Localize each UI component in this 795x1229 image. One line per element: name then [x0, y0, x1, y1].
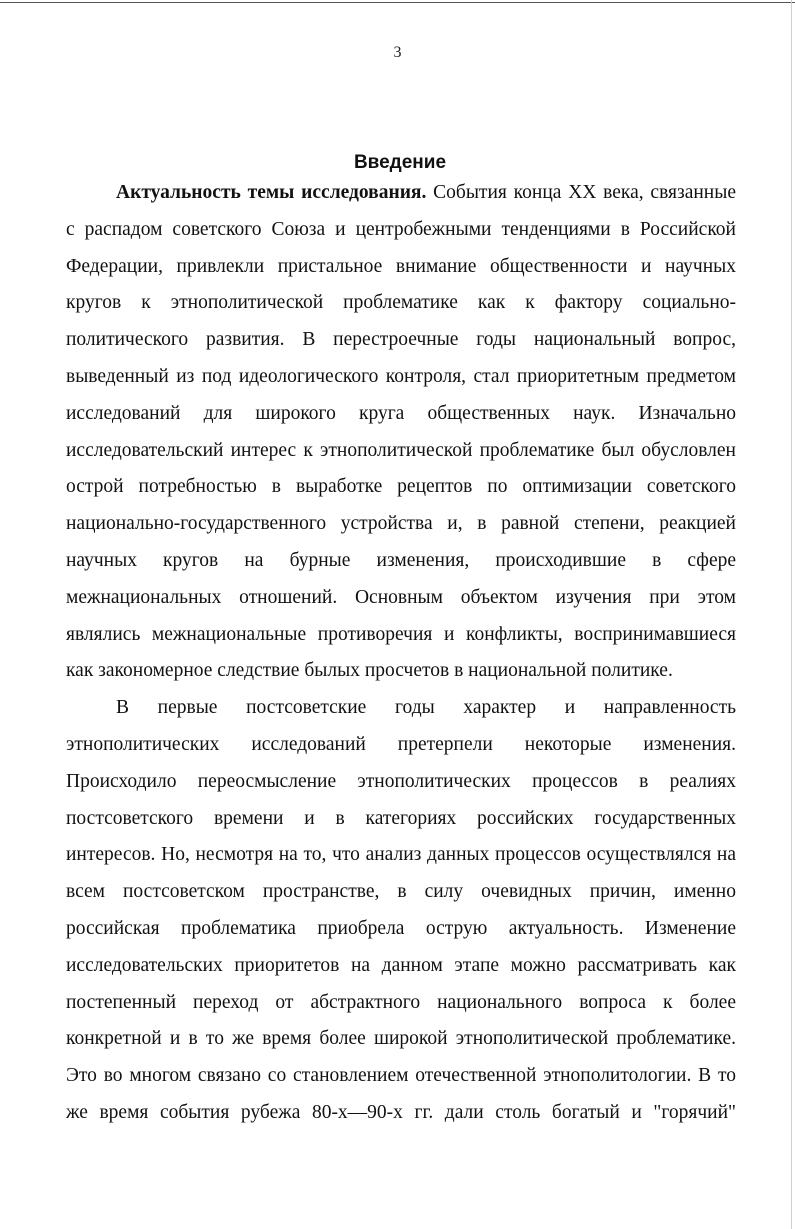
paragraph-2-line-8: исследовательских приоритетов на данном этапе можно рассматривать как	[66, 954, 736, 976]
paragraph-1-line-7: исследований для широкого круга общественных наук. Изначально	[66, 402, 736, 424]
section-heading: Введение	[353, 152, 447, 173]
paragraph-1-line-4: кругов к этнополитической проблематике как к фактору социально-	[66, 292, 736, 314]
page-number: 3	[393, 44, 402, 61]
paragraph-1-line-14: как закономерное следствие былых просчетов в национальной политике.	[66, 660, 673, 682]
paragraph-1-line-9: острой потребностью в выработке рецептов по оптимизации советского	[66, 476, 736, 498]
paragraph-2-line-11: Это во многом связано со становлением отечественной этнополитологии. В то	[66, 1065, 736, 1087]
paragraph-2-line-4: постсоветского времени и в категориях российских государственных	[66, 807, 736, 829]
paragraph-1-line-8: исследовательский интерес к этнополитической проблематике был обусловлен	[66, 439, 736, 461]
body-text	[66, 175, 736, 1132]
paragraph-1-line-6: выведенный из под идеологического контроля, стал приоритетным предметом	[66, 365, 736, 387]
paragraph-2-line-9: постепенный переход от абстрактного национального вопроса к более	[66, 991, 736, 1013]
paragraph-1-line-5: политического развития. В перестроечные годы национальный вопрос,	[66, 329, 736, 351]
paragraph-2-line-3: Происходило переосмысление этнополитических процессов в реалиях	[66, 770, 736, 792]
paragraph-1-line-13: являлись межнациональные противоречия и конфликты, воспринимавшиеся	[66, 623, 736, 645]
paragraph-2-line-5: интересов. Но, несмотря на то, что анализ данных процессов осуществлялся на	[66, 844, 736, 866]
paragraph-1-line-10: национально-государственного устройства и, в равной степени, реакцией	[66, 513, 736, 535]
paragraph-2-line-10: конкретной и в то же время более широкой этнополитической проблематике.	[66, 1028, 736, 1050]
scan-top-rule	[0, 2, 795, 3]
paragraph-2-line-1: В первые постсоветские годы характер и направленность	[116, 697, 736, 719]
scan-right-edge	[791, 0, 792, 1229]
paragraph-1-line-3: Федерации, привлекли пристальное внимание общественности и научных	[66, 255, 736, 277]
paragraph-1-line-2: с распадом советского Союза и центробежными тенденциями в Российской	[66, 218, 736, 240]
paragraph-2-line-7: российская проблематика приобрела острую актуальность. Изменение	[66, 917, 736, 939]
paragraph-1-line-12: межнациональных отношений. Основным объектом изучения при этом	[66, 586, 736, 608]
paragraph-2-line-6: всем постсоветском пространстве, в силу очевидных причин, именно	[66, 881, 736, 903]
paragraph-2-line-12: же время события рубежа 80-х—90-х гг. дали столь богатый и "горячий"	[66, 1101, 736, 1123]
paragraph-1-line-11: научных кругов на бурные изменения, происходившие в сфере	[66, 549, 736, 571]
paragraph-2-line-2: этнополитических исследований претерпели некоторые изменения.	[66, 733, 736, 755]
paragraph-1-line-1	[66, 175, 736, 212]
paragraph-1-lead: Актуальность темы исследования.	[116, 182, 427, 203]
paragraph-1-line-1-text: События конца XX века, связанные	[426, 182, 736, 203]
